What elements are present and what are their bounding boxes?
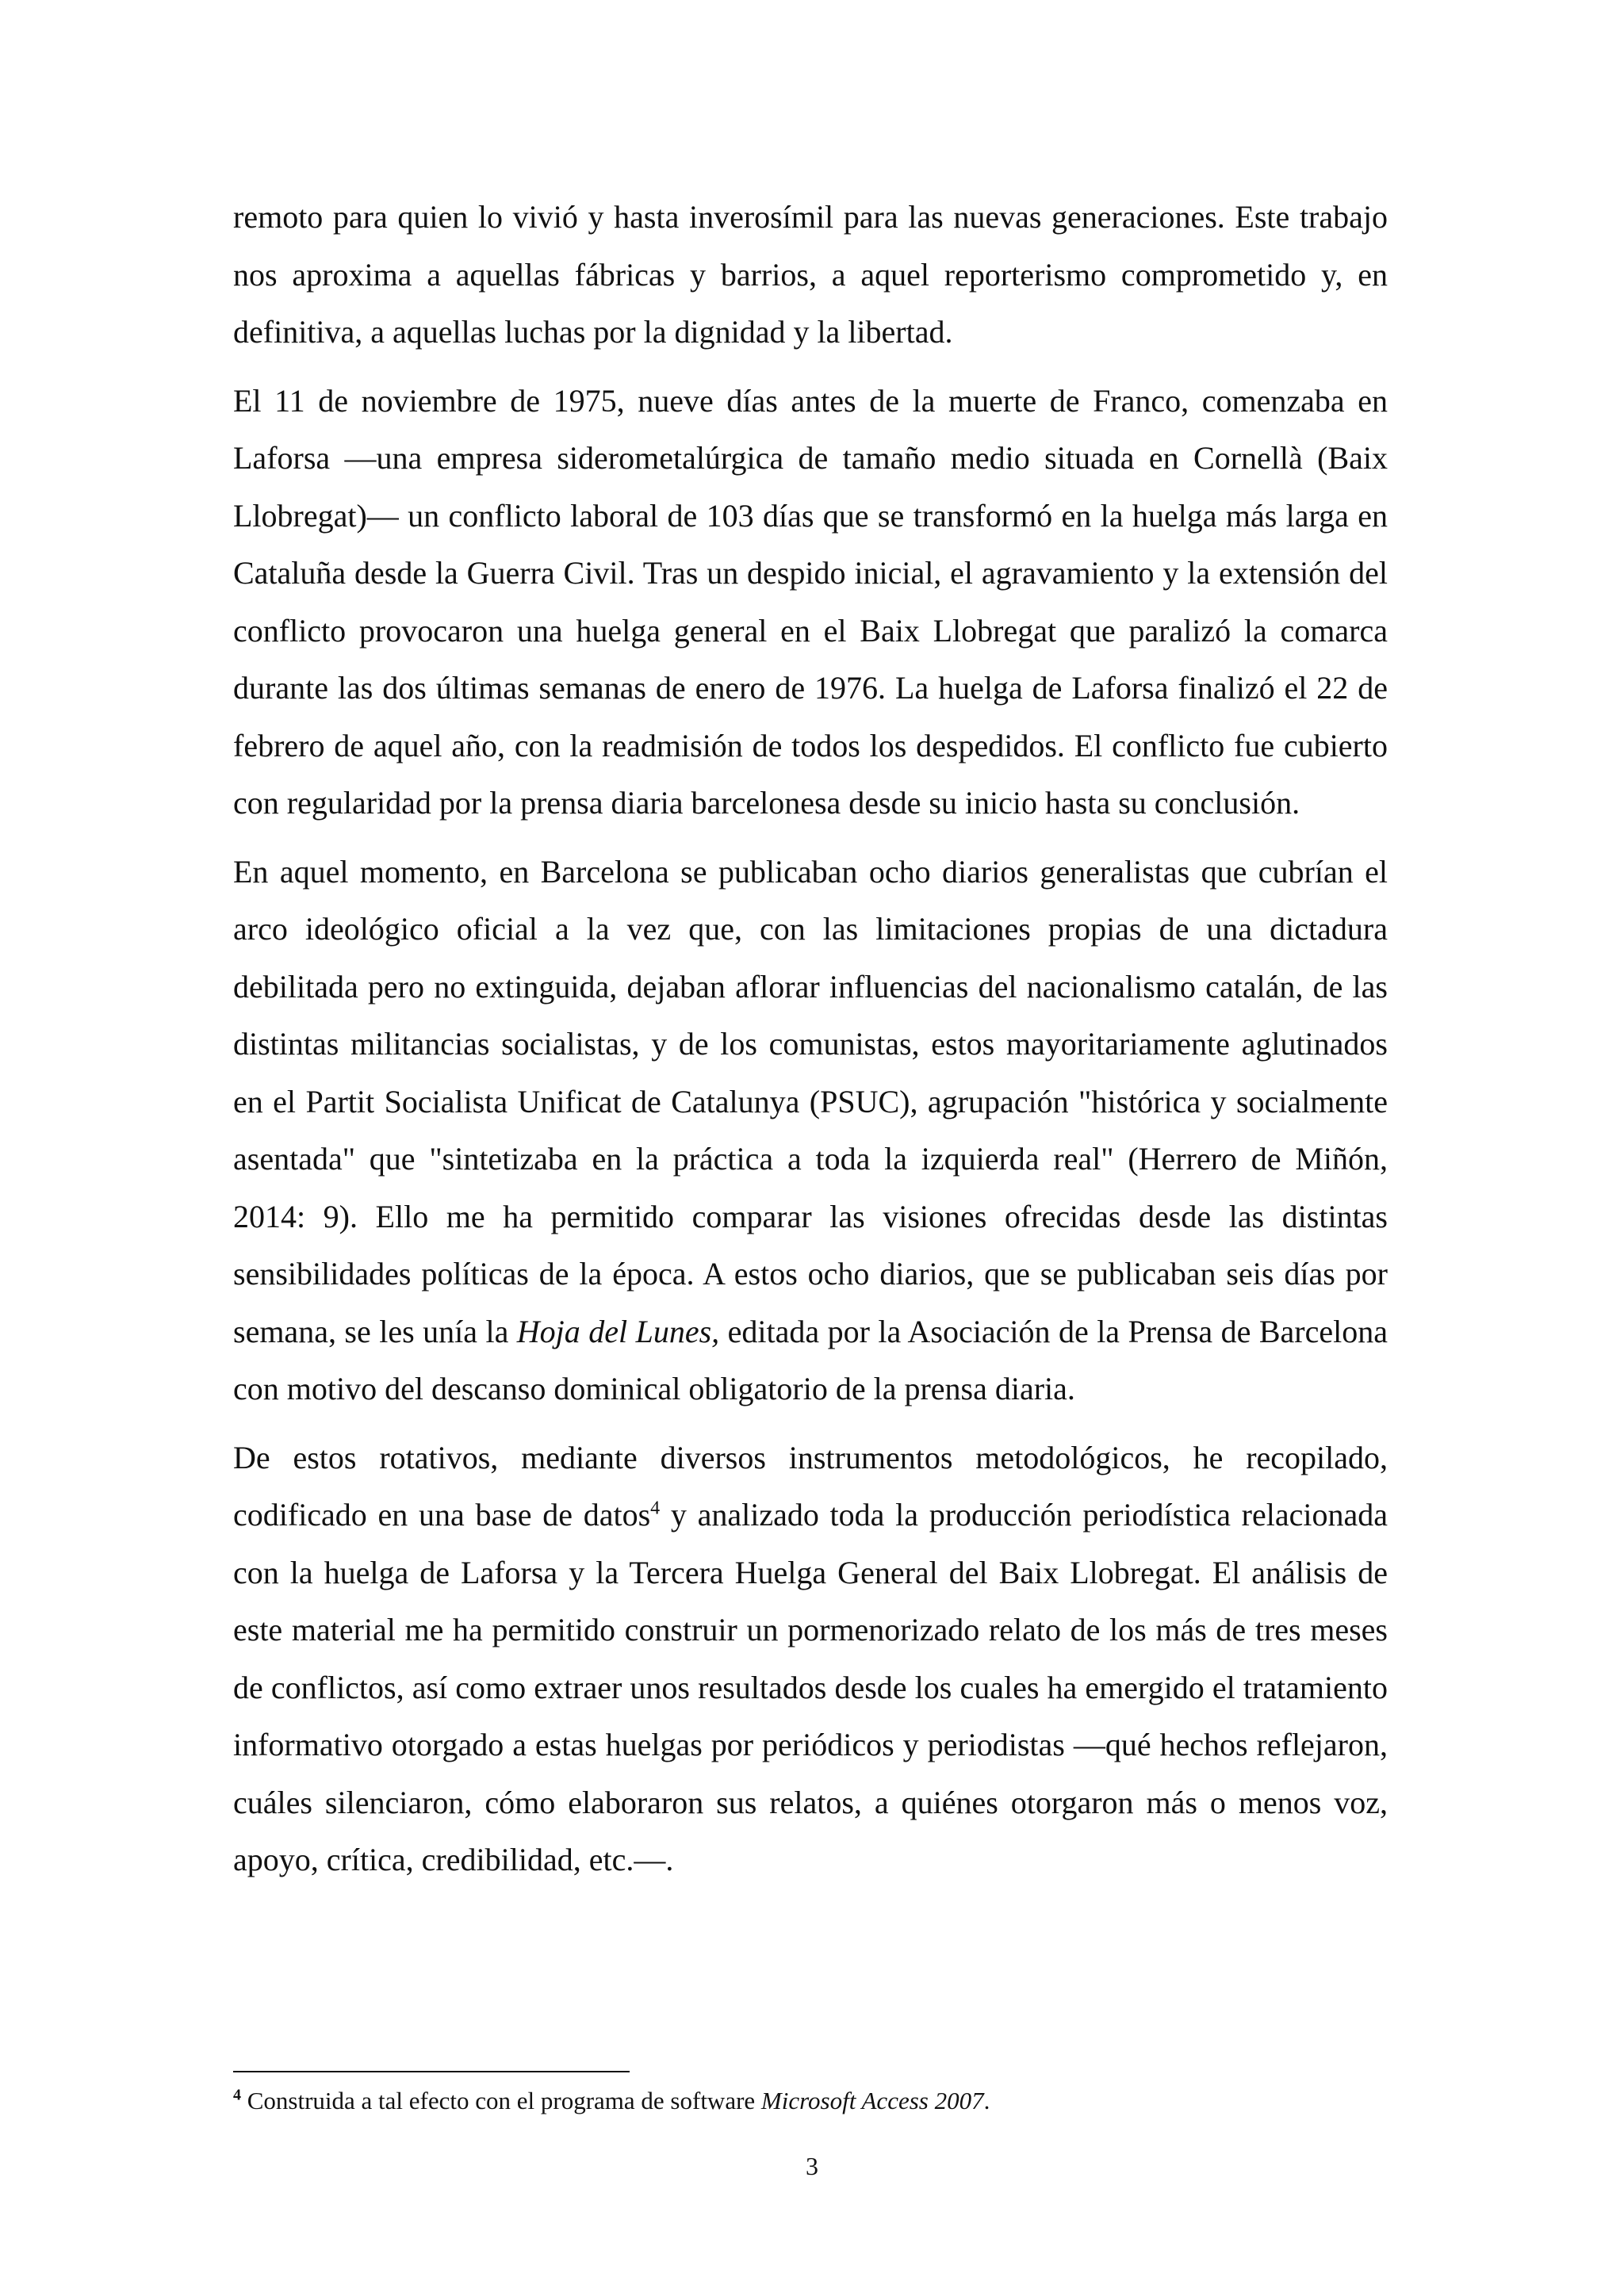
paragraph-2 xyxy=(233,373,1388,832)
paragraph-4 xyxy=(233,1429,1388,1889)
footnote-italic: Microsoft Access 2007 xyxy=(760,2087,984,2114)
paragraph-4-text-b: y analizado toda la producción periodística relacionada con la huelga de Laforsa y la Tercera Huelga General del Baix Llobregat. El análisis de este material me ha permitido construir un pormenorizado relato de los más de tres meses de conflictos, así como extraer unos resultados desde los cuales ha emergido el tratamiento informativo otorgado a estas huelgas por periódicos y periodistas —qué hechos reflejaron, cuáles silenciaron, cómo elaboraron sus relatos, a quiénes otorgaron más o menos voz, apoyo, crítica, credibilidad, etc.—. xyxy=(233,1497,1388,1877)
footnote-text-a: Construida a tal efecto con el programa de software xyxy=(241,2087,761,2114)
footnote-text-b: . xyxy=(983,2087,990,2114)
paragraph-3-text-b: editada por la Asociación de la Prensa de Barcelona con motivo del descanso dominical obligatorio de la prensa diaria. xyxy=(233,1313,1388,1406)
footnote-reference: 4 xyxy=(650,1498,661,1519)
footnote-divider xyxy=(233,2071,630,2072)
page-number: 3 xyxy=(806,2152,818,2180)
paragraph-3-text-a: En aquel momento, en Barcelona se publicaban ocho diarios generalistas que cubrían el arco ideológico oficial a la vez que, con las limitaciones propias de una dictadura debilitada pero no extinguida, dejaban aflorar influencias del nacionalismo catalán, de las distintas militancias socialistas, y de los comunistas, estos mayoritariamente aglutinados en el Partit Socialista Unificat de Catalunya (PSUC), agrupación "histórica y socialmente asentada" que "sintetizaba en la práctica a toda la izquierda real" (Herrero de Miñón, 2014: 9). Ello me ha permitido comparar las visiones ofrecidas desde las distintas sensibilidades políticas de la época. A estos ocho diarios, que se publicaban seis días por semana, se les unía la xyxy=(233,853,1388,1349)
paragraph-1-text: remoto para quien lo vivió y hasta inverosímil para las nuevas generaciones. Este trabajo nos aproxima a aquellas fábricas y barrios, a aquel reporterismo comprometido y, en definitiva, a aquellas luchas por la dignidad y la libertad. xyxy=(233,199,1388,350)
paragraph-3-italic-title: Hoja del Lunes, xyxy=(516,1313,720,1349)
paragraph-1 xyxy=(233,189,1388,362)
paragraph-2-text: El 11 de noviembre de 1975, nueve días antes de la muerte de Franco, comenzaba en Laforsa —una empresa siderometalúrgica de tamaño medio situada en Cornellà (Baix Llobregat)— un conflicto laboral de 103 días que se transformó en la huelga más larga en Cataluña desde la Guerra Civil. Tras un despido inicial, el agravamiento y la extensión del conflicto provocaron una huelga general en el Baix Llobregat que paralizó la comarca durante las dos últimas semanas de enero de 1976. La huelga de Laforsa finalizó el 22 de febrero de aquel año, con la readmisión de todos los despedidos. El conflicto fue cubierto con regularidad por la prensa diaria barcelonesa desde su inicio hasta su conclusión. xyxy=(233,382,1388,821)
paragraph-3 xyxy=(233,844,1388,1418)
paragraph-4-text-a: De estos rotativos, mediante diversos instrumentos metodológicos, he recopilado, codificado en una base de datos xyxy=(233,1439,1388,1533)
footnote-number: 4 xyxy=(233,2086,241,2104)
body-text xyxy=(233,189,1388,1900)
footnote xyxy=(233,2084,1388,2118)
